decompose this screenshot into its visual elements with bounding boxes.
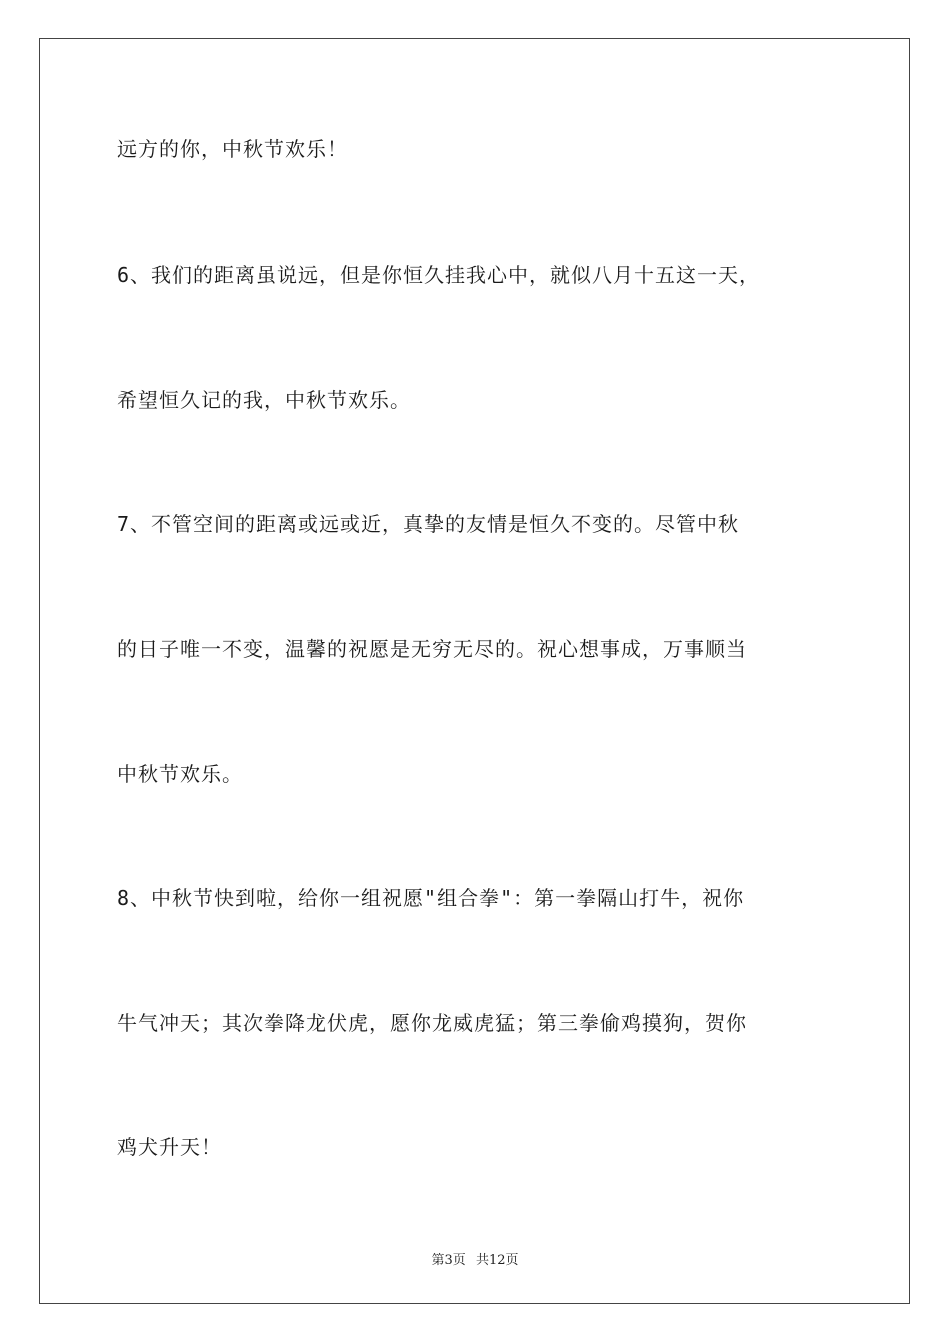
text-line-7: 8、中秋节快到啦，给你一组祝愿"组合拳"：第一拳隔山打牛，祝你 bbox=[117, 886, 745, 910]
text-line-9: 鸡犬升天！ bbox=[117, 1135, 222, 1159]
text-line-8: 牛气冲天；其次拳降龙伏虎，愿你龙威虎猛；第三拳偷鸡摸狗，贺你 bbox=[117, 1011, 747, 1035]
text-line-6: 中秋节欢乐。 bbox=[117, 762, 243, 786]
page-frame bbox=[39, 38, 910, 1304]
text-line-5: 的日子唯一不变，温馨的祝愿是无穷无尽的。祝心想事成，万事顺当 bbox=[117, 637, 747, 661]
text-line-1: 远方的你，中秋节欢乐！ bbox=[117, 137, 348, 161]
page-total: 共12页 bbox=[475, 1253, 519, 1268]
text-line-3: 希望恒久记的我，中秋节欢乐。 bbox=[117, 388, 411, 412]
text-line-2: 6、我们的距离虽说远，但是你恒久挂我心中，就似八月十五这一天， bbox=[117, 263, 761, 287]
page-number: 第3页 bbox=[431, 1253, 466, 1268]
text-line-4: 7、不管空间的距离或远或近，真挚的友情是恒久不变的。尽管中秋 bbox=[117, 512, 740, 536]
page-footer bbox=[0, 1249, 950, 1268]
